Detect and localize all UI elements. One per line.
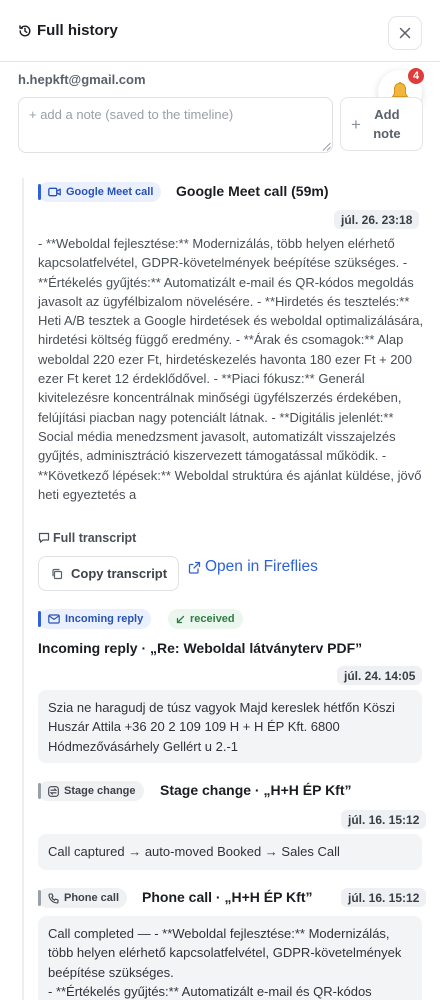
open-in-fireflies-link[interactable]: Open in Fireflies [188, 558, 318, 576]
history-icon [18, 24, 32, 38]
close-icon [399, 27, 411, 39]
phone-icon [48, 893, 59, 904]
event-message: Szia ne haragudj de túsz vagyok Majd kereslek hétfőn Köszi Huszár Attila +36 20 2 109 109 H + H ÉP Kft. 6800 Hódmezővásárhely Gellért u 2.-1 [38, 690, 422, 763]
event-type-badge: Google Meet call [38, 182, 161, 202]
event-message [38, 916, 422, 1000]
timeline-line [22, 178, 24, 1000]
event-type-badge: Phone call [38, 888, 127, 908]
video-icon [48, 187, 61, 197]
panel-title [18, 22, 118, 39]
notification-count-badge: 4 [406, 66, 426, 86]
resize-grip-icon[interactable] [322, 142, 331, 151]
copy-icon [51, 568, 63, 580]
mail-icon [48, 614, 60, 624]
external-link-icon [188, 561, 201, 574]
chat-icon [38, 532, 50, 544]
event-title: Stage change · „H+H ÉP Kft” [160, 782, 352, 798]
swap-icon [48, 786, 59, 797]
copy-transcript-button[interactable]: Copy transcript [38, 556, 179, 591]
event-title: Phone call · „H+H ÉP Kft” [142, 889, 313, 905]
event-timestamp: júl. 16. 15:12 [341, 810, 426, 829]
event-timestamp: júl. 24. 14:05 [337, 666, 422, 685]
event-type-badge: Stage change [38, 781, 144, 801]
panel-header [0, 0, 440, 62]
event-timestamp: júl. 16. 15:12 [341, 888, 426, 907]
note-input[interactable] [18, 97, 333, 153]
plus-icon: + [351, 114, 361, 134]
event-message-text-continued: - **Értékelés gyűjtés:** Automatizált e-mail és QR-kódos [48, 983, 372, 999]
event-type-badge: Incoming reply [38, 609, 151, 629]
status-badge: received [168, 609, 243, 629]
event-title: Incoming reply · „Re: Weboldal látványterv PDF” [38, 640, 363, 656]
panel-title-text: Full history [37, 22, 118, 39]
event-title: Google Meet call (59m) [176, 183, 329, 199]
event-message-text: Call completed — - **Weboldal fejlesztése:** Modernizálás, több helyen elérhető kapcsolatfelvétel, GDPR-követelmények beépítése szükséges. [48, 926, 402, 980]
contact-email: h.hepkft@gmail.com [18, 72, 146, 87]
full-transcript-label: Full transcript [38, 531, 136, 545]
event-message: Call captured → auto-moved Booked → Sales Call [38, 834, 422, 870]
close-button[interactable] [388, 16, 422, 50]
event-timestamp: júl. 26. 23:18 [334, 210, 419, 229]
event-summary: - **Weboldal fejlesztése:** Modernizálás, több helyen elérhető kapcsolatfelvétel, GDPR-követelmények beépítése szükséges. - **Értékelés gyűjtés:** Automatizált e-mail és QR-kódos megoldás javasolt az ügyfélbizalom növelésére. - **Hirdetés és tesztelés:** Heti A/B tesztek a Google hirdetések és weboldal optimalizálására, hirdetési költség függő eredmény. - **Árak és csomagok:** Alap weboldal 220 ezer Ft, hirdetéskezelés havonta 180 ezer Ft + 200 ezer Ft keret 12 érdeklődővel. - **Piaci fókusz:** Generál kivitelezésre koncentrálnak minőségi ügyfélszerzés érdekében, felújítási piacban nagy potenciált látnak. - **Digitális jelenlét:** Social média menedzsment javasolt, automatizált visszajelzés gyűjtés, adminisztráció kiszervezett támogatással működik. - **Következő lépések:** Weboldal struktúra és ajánlat küldése, jövő heti egyeztetés a [38, 236, 424, 502]
arrow-down-left-icon [176, 615, 185, 624]
add-note-button[interactable] [340, 97, 423, 151]
add-note-label: Add note [373, 107, 401, 141]
